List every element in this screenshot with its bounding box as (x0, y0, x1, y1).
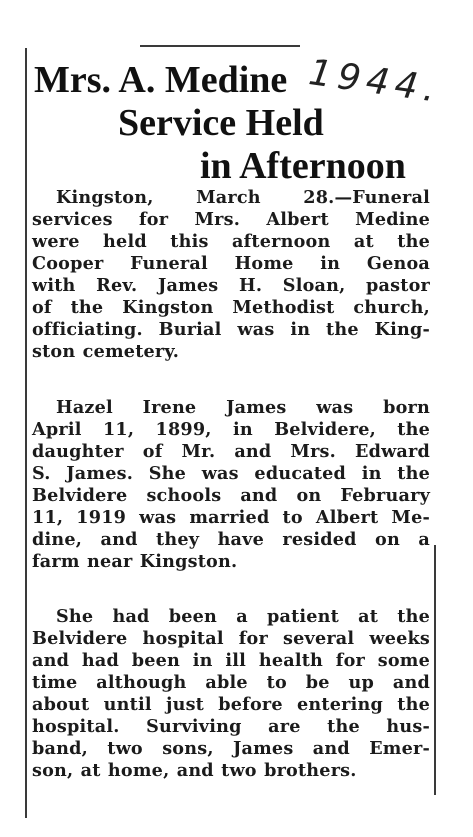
paragraph-line: and had been in ill health for some (32, 650, 430, 671)
paragraph-line: farm near Kingston. (32, 551, 238, 572)
paragraph-3 (32, 606, 430, 782)
paragraph-line: with Rev. James H. Sloan, pastor (32, 275, 430, 296)
paragraph-line: April 11, 1899, in Belvidere, the (32, 419, 430, 440)
paragraph-line: Cooper Funeral Home in Genoa (32, 253, 430, 274)
paragraph-line: band, two sons, James and Emer- (32, 738, 430, 759)
paragraph-line: Belvidere hospital for several weeks (32, 628, 430, 649)
right-column-rule (434, 545, 436, 795)
paragraph-line: son, at home, and two brothers. (32, 760, 357, 781)
paragraph-line: S. James. She was educated in the (32, 463, 430, 484)
paragraph-line: dine, and they have resided on a (32, 529, 430, 550)
paragraph-line: daughter of Mr. and Mrs. Edward (32, 441, 430, 462)
headline-line-2: Service Held (118, 102, 324, 144)
paragraph-line: 11, 1919 was married to Albert Me- (32, 507, 430, 528)
paragraph-line: Hazel Irene James was born (56, 397, 430, 418)
paragraph-1 (32, 187, 430, 363)
paragraph-line: hospital. Surviving are the hus- (32, 716, 430, 737)
paragraph-line: Kingston, March 28.—Funeral (56, 187, 430, 208)
paragraph-line: She had been a patient at the (56, 606, 430, 627)
paragraph-line: officiating. Burial was in the King- (32, 319, 430, 340)
paragraph-line: were held this afternoon at the (32, 231, 430, 252)
paragraph-line: of the Kingston Methodist church, (32, 297, 430, 318)
paragraph-line: Belvidere schools and on February (32, 485, 430, 506)
top-rule (140, 45, 300, 47)
paragraph-2 (32, 397, 430, 573)
headline-line-3: in Afternoon (200, 145, 406, 187)
headline-line-1: Mrs. A. Medine (34, 59, 288, 101)
left-column-rule (25, 48, 27, 818)
paragraph-line: services for Mrs. Albert Medine (32, 209, 430, 230)
handwritten-year: 1944. (306, 52, 444, 112)
paragraph-line: about until just before entering the (32, 694, 430, 715)
paragraph-line: ston cemetery. (32, 341, 180, 362)
paragraph-line: time although able to be up and (32, 672, 430, 693)
